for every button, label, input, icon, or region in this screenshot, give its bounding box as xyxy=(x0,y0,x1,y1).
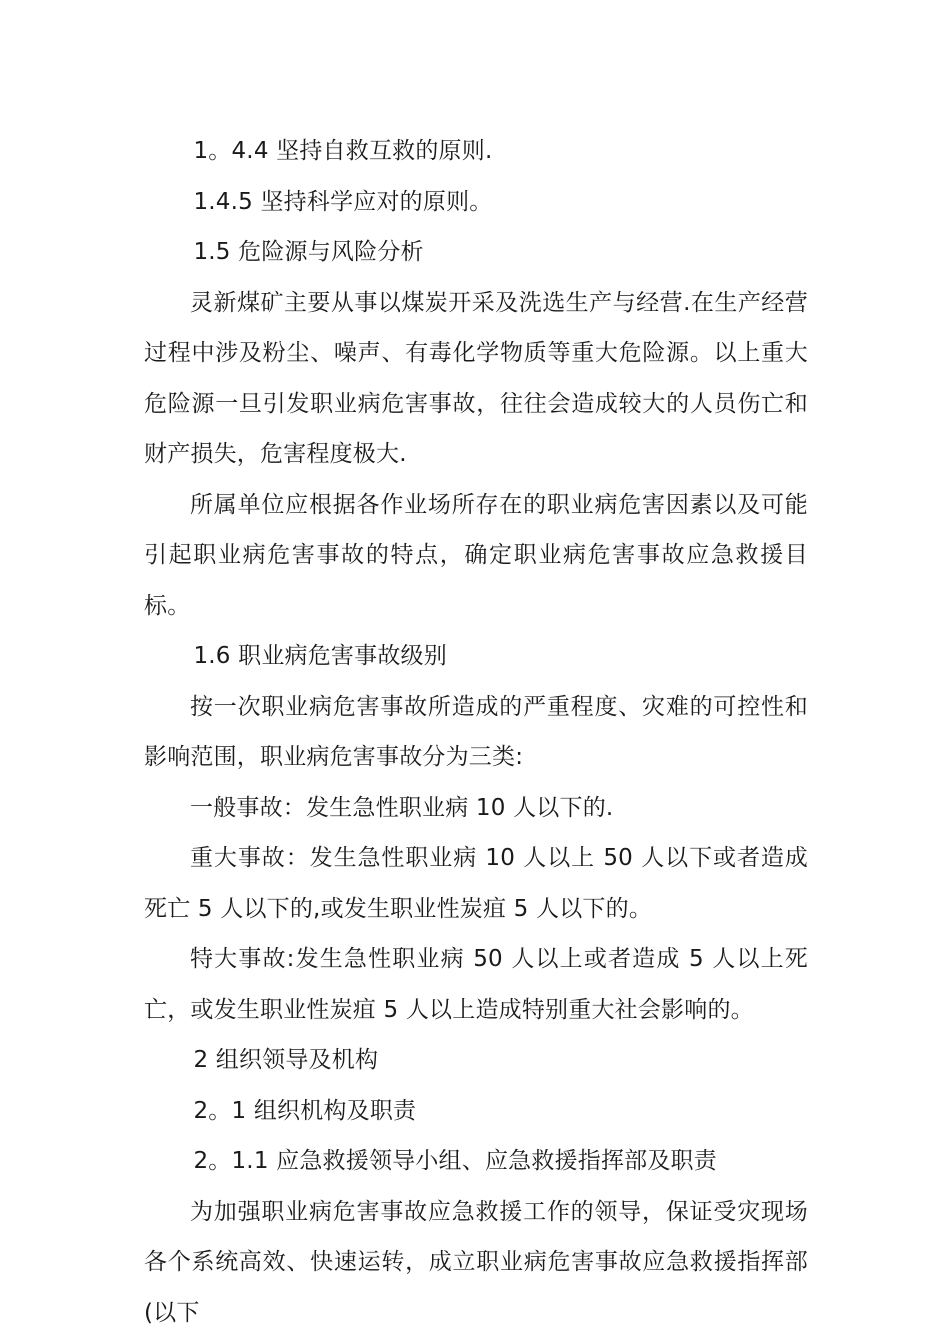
paragraph-rescue-targets: 所属单位应根据各作业场所存在的职业病危害因素以及可能引起职业病危害事故的特点，确定职业病危害事故应急救援目标。 xyxy=(144,491,808,619)
section-heading-1-5: 1.5 危险源与风险分析 xyxy=(193,239,424,265)
paragraph-severe-accident: 特大事故:发生急性职业病 50 人以上或者造成 5 人以上死亡，或发生职业性炭疽 5 人以上造成特别重大社会影响的。 xyxy=(144,946,808,1023)
section-heading-2: 2 组织领导及机构 xyxy=(193,1047,379,1073)
section-heading-1-6: 1.6 职业病危害事故级别 xyxy=(193,643,447,669)
paragraph-general-accident: 一般事故：发生急性职业病 10 人以下的. xyxy=(190,794,614,821)
paragraph-hazard-sources: 灵新煤矿主要从事以煤炭开采及洗选生产与经营.在生产经营过程中涉及粉尘、噪声、有毒化学物质等重大危险源。以上重大危险源一旦引发职业病危害事故，往往会造成较大的人员伤亡和财产损失，危害程度极大. xyxy=(144,289,808,467)
section-heading-1-4-5: 1.4.5 坚持科学应对的原则。 xyxy=(193,188,493,215)
paragraph-major-accident: 重大事故：发生急性职业病 10 人以上 50 人以下或者造成死亡 5 人以下的,或发生职业性炭疽 5 人以下的。 xyxy=(144,845,808,922)
section-heading-2-1-1: 2。1.1 应急救援领导小组、应急救援指挥部及职责 xyxy=(193,1148,717,1174)
section-heading-1-4-4: 1。4.4 坚持自救互救的原则. xyxy=(193,138,493,164)
document-body xyxy=(144,126,808,1338)
paragraph-command-center: 为加强职业病危害事故应急救援工作的领导，保证受灾现场各个系统高效、快速运转，成立职业病危害事故应急救援指挥部(以下 xyxy=(144,1198,808,1326)
section-heading-2-1: 2。1 组织机构及职责 xyxy=(193,1097,417,1124)
paragraph-classification: 按一次职业病危害事故所造成的严重程度、灾难的可控性和影响范围，职业病危害事故分为三类: xyxy=(144,693,808,770)
